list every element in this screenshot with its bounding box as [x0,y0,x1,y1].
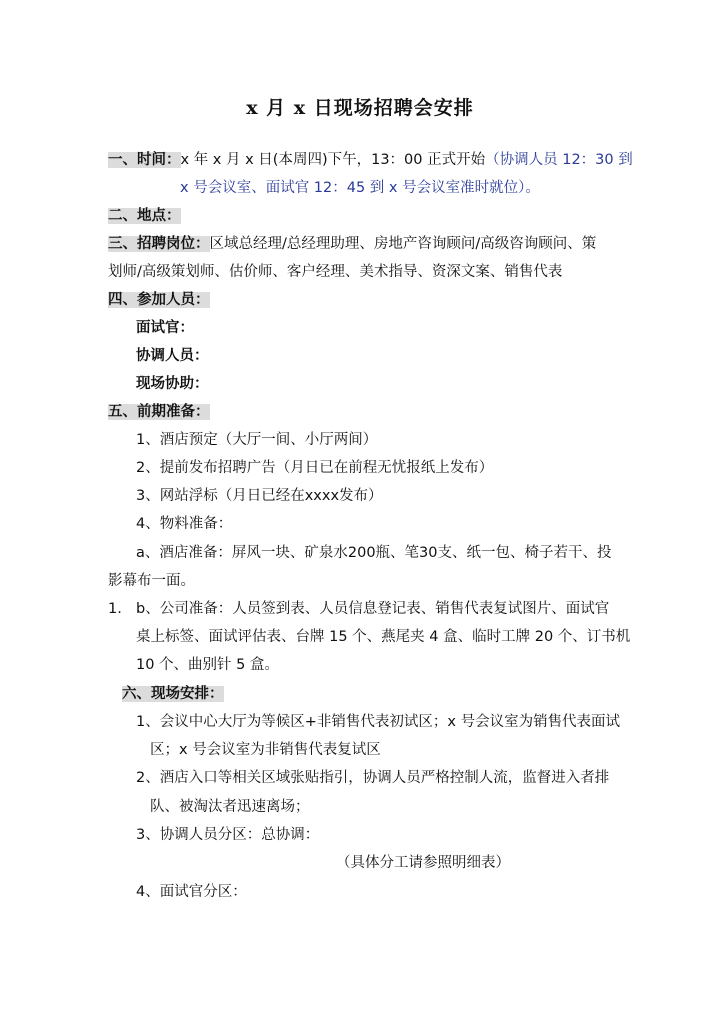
section-participants [108,290,210,310]
page-title: x 月 x 日现场招聘会安排 [246,97,474,119]
prep-hotel-line-2: 影幕布一面。 [108,573,195,589]
participant-interviewers: 面试官： [136,320,194,336]
onsite-item-2-line-2: 队、被淘汰者迅速离场； [150,799,310,815]
prep-company-line-2: 桌上标签、面试评估表、台牌 15 个、燕尾夹 4 盒、临时工牌 20 个、订书机 [136,629,631,645]
onsite-item-2-line-1: 2、酒店入口等相关区域张贴指引，协调人员严格控制人流，监督进入者排 [136,770,610,786]
section-heading-onsite: 六、现场安排： [122,686,224,702]
onsite-item-3: 3、协调人员分区：总协调： [136,827,320,843]
section-positions [108,234,596,254]
list-number: 1. [108,601,122,617]
prep-item-4: 4、物料准备： [136,516,233,532]
section-preparation [108,402,210,422]
section-heading-positions: 三、招聘岗位： [108,236,210,252]
prep-item-3: 3、网站浮标（月日已经在xxxx发布） [136,488,383,504]
prep-company-line-3: 10 个、曲别针 5 盒。 [136,657,280,673]
detail-table-note: （具体分工请参照明细表） [336,855,510,871]
section-heading-participants: 四、参加人员： [108,292,210,308]
section-onsite [122,684,224,704]
prep-item-1: 1、酒店预定（大厅一间、小厅两间） [136,432,378,448]
participant-assistants: 现场协助： [136,376,209,392]
prep-company-line-1: b、公司准备：人员签到表、人员信息登记表、销售代表复试图片、面试官 [136,601,610,617]
participant-coordinators: 协调人员： [136,348,209,364]
section-location [108,206,181,226]
positions-line-2: 划师/高级策划师、估价师、客户经理、美术指导、资深文案、销售代表 [108,264,563,280]
prep-item-2: 2、提前发布招聘广告（月日已在前程无忧报纸上发布） [136,460,494,476]
onsite-item-4: 4、面试官分区： [136,884,247,900]
time-text: x 年 x 月 x 日(本周四)下午，13：00 正式开始 [180,152,486,168]
coordination-note-1: （协调人员 12：30 到 [485,152,633,168]
section-heading-location: 二、地点： [108,208,181,224]
section-heading-time: 一、时间： [108,152,181,168]
prep-hotel-line-1: a、酒店准备：屏风一块、矿泉水200瓶、笔30支、纸一包、椅子若干、投 [136,545,612,561]
section-heading-preparation: 五、前期准备： [108,404,210,420]
section-time [108,150,633,170]
onsite-item-1-line-1: 1、会议中心大厅为等候区+非销售代表初试区；x 号会议室为销售代表面试 [136,714,621,730]
positions-line-1: 区域总经理/总经理助理、房地产咨询顾问/高级咨询顾问、策 [209,236,597,252]
onsite-item-1-line-2: 区；x 号会议室为非销售代表复试区 [150,742,381,758]
coordination-note-2: x 号会议室、面试官 12：45 到 x 号会议室准时就位）。 [180,180,540,196]
